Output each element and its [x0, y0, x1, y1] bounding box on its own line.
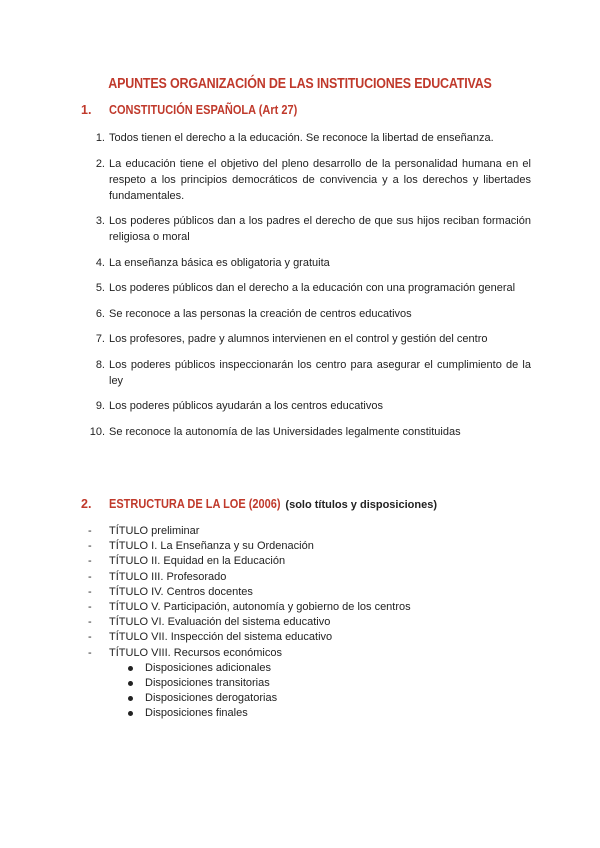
- section-2-heading: [81, 497, 437, 511]
- bullet-icon: [128, 666, 133, 671]
- section-1-title: CONSTITUCIÓN ESPAÑOLA (Art 27): [109, 103, 298, 117]
- list-item: Disposiciones transitorias: [109, 676, 411, 691]
- bullet-icon: [128, 711, 133, 716]
- list-item: 6. Se reconoce a las personas la creación de centros educativos: [95, 307, 412, 320]
- constitution-list: [85, 130, 531, 449]
- list-item: Disposiciones finales: [109, 706, 411, 721]
- list-item: Disposiciones derogatorias: [109, 691, 411, 706]
- list-item: - TÍTULO V. Participación, autonomía y gobierno de los centros: [88, 601, 411, 614]
- list-item: Disposiciones adicionales: [109, 661, 411, 676]
- list-item: - TÍTULO preliminar: [88, 525, 200, 537]
- section-1-number: 1.: [81, 103, 92, 117]
- list-item: 1. Todos tienen el derecho a la educación. Se reconoce la libertad de enseñanza.: [95, 132, 494, 144]
- bullet-icon: [128, 696, 133, 701]
- disposiciones-list: [109, 661, 411, 722]
- section-2-title: ESTRUCTURA DE LA LOE (2006): [109, 497, 281, 511]
- section-2-suffix: (solo títulos y disposiciones): [285, 499, 437, 511]
- list-item: - TÍTULO I. La Enseñanza y su Ordenación: [88, 540, 314, 553]
- loe-titles-list: [88, 524, 411, 722]
- list-item: - TÍTULO II. Equidad en la Educación: [88, 555, 286, 568]
- list-item: 9. Los poderes públicos ayudarán a los centros educativos: [95, 400, 383, 412]
- list-item: 8. Los poderes públicos inspeccionarán los centro para asegurar el cumplimiento de la ley: [95, 358, 531, 387]
- list-item: - TÍTULO VIII. Recursos económicos Disposiciones adicionales Disposiciones transitorias Disposiciones derogatorias Disposiciones finales: [88, 646, 411, 722]
- list-item: - TÍTULO III. Profesorado: [88, 570, 227, 583]
- list-item: 3. Los poderes públicos dan a los padres el derecho de que sus hijos reciban formación religiosa o moral: [95, 215, 531, 243]
- section-1-heading: [81, 103, 323, 117]
- list-item: - TÍTULO VII. Inspección del sistema educativo: [88, 631, 333, 644]
- list-item: 2. La educación tiene el objetivo del pleno desarrollo de la personalidad humana en el respeto a los principios democráticos de convivencia y a los derechos y libertades fundamentales.: [95, 157, 531, 202]
- section-2-number: 2.: [81, 497, 92, 511]
- list-item: 10. Se reconoce la autonomía de las Universidades legalmente constituidas: [89, 425, 461, 438]
- bullet-icon: [128, 681, 133, 686]
- list-item: 7. Los profesores, padre y alumnos intervienen en el control y gestión del centro: [95, 333, 488, 345]
- list-item: 4. La enseñanza básica es obligatoria y gratuita: [95, 256, 330, 269]
- list-item: - TÍTULO IV. Centros docentes: [88, 585, 253, 598]
- document-title: APUNTES ORGANIZACIÓN DE LAS INSTITUCIONES EDUCATIVAS: [108, 76, 492, 92]
- list-item: 5. Los poderes públicos dan el derecho a la educación con una programación general: [95, 282, 516, 294]
- list-item: - TÍTULO VI. Evaluación del sistema educativo: [88, 616, 331, 629]
